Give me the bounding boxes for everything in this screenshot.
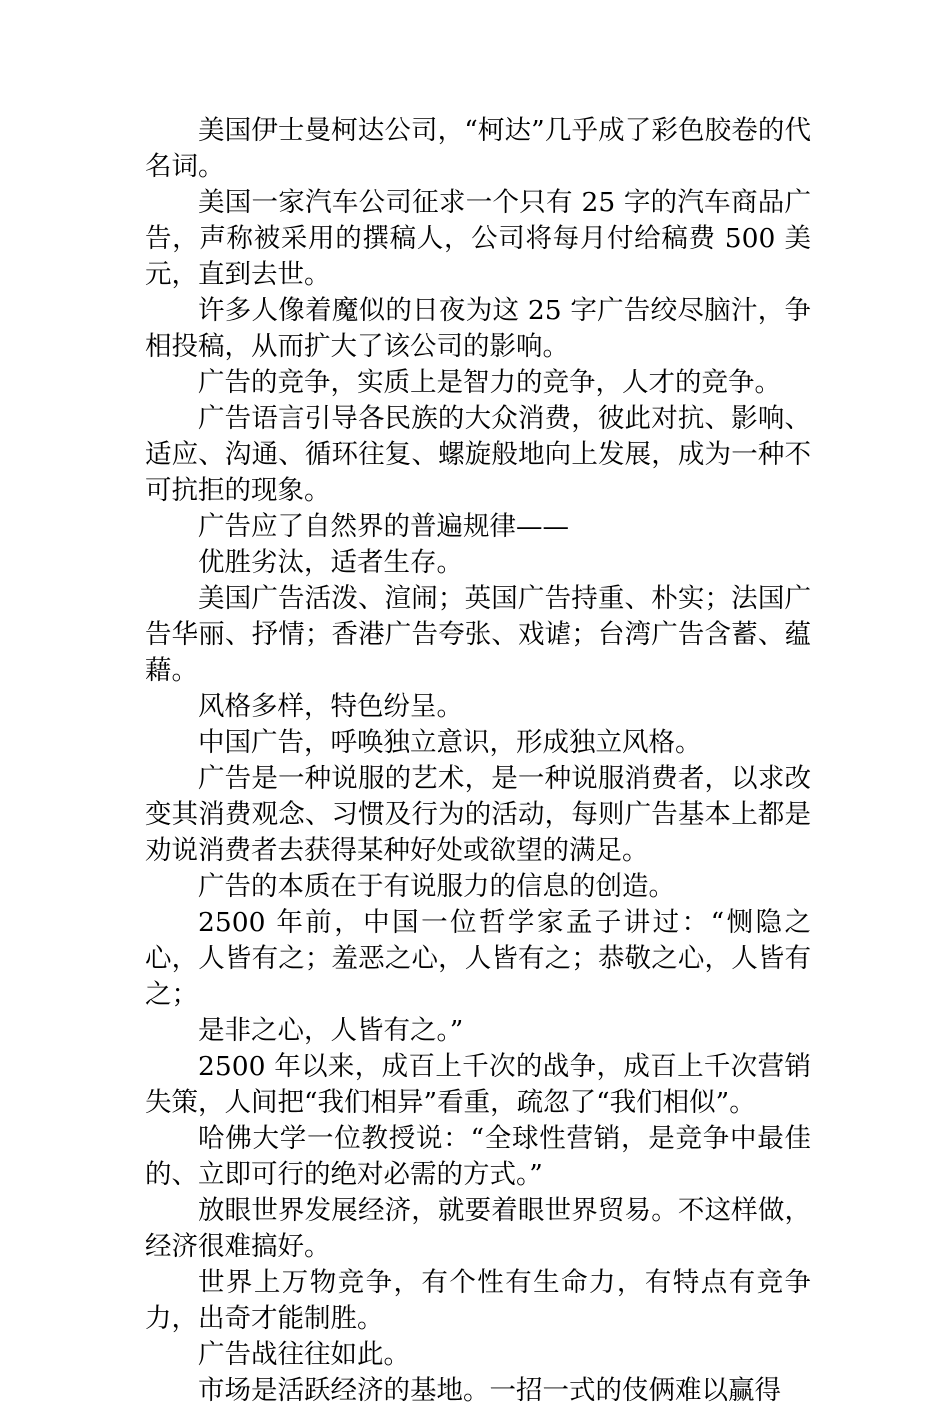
- paragraph: 市场是活跃经济的基地。一招一式的伎俩难以赢得: [198, 1375, 781, 1406]
- paragraph: 美国广告活泼、渲闹；英国广告持重、朴实；法国广告华丽、抒情；香港广告夸张、戏谑；台湾广告含蓄、蕴藉。: [145, 583, 811, 686]
- paragraph: 广告语言引导各民族的大众消费，彼此对抗、影响、适应、沟通、循环往复、螺旋般地向上发展，成为一种不可抗拒的现象。: [145, 403, 811, 506]
- paragraph: 广告应了自然界的普遍规律——: [198, 511, 569, 542]
- paragraph: 广告的本质在于有说服力的信息的创造。: [198, 871, 675, 902]
- paragraph: 2500 年以来，成百上千次的战争，成百上千次营销失策，人间把“我们相异”看重，疏忽了“我们相似”。: [145, 1051, 811, 1118]
- paragraph: 放眼世界发展经济，就要着眼世界贸易。不这样做，经济很难搞好。: [145, 1195, 811, 1262]
- paragraph: 风格多样，特色纷呈。: [198, 691, 463, 722]
- paragraph: 中国广告，呼唤独立意识，形成独立风格。: [198, 727, 702, 758]
- paragraph: 美国伊士曼柯达公司，“柯达”几乎成了彩色胶卷的代名词。: [145, 115, 811, 182]
- paragraph: 世界上万物竞争，有个性有生命力，有特点有竞争力，出奇才能制胜。: [145, 1267, 811, 1334]
- paragraph: 美国一家汽车公司征求一个只有 25 字的汽车商品广告，声称被采用的撰稿人，公司将每月付给稿费 500 美元，直到去世。: [145, 187, 811, 290]
- paragraph: 广告战往往如此。: [198, 1339, 410, 1370]
- paragraph: 广告的竞争，实质上是智力的竞争，人才的竞争。: [198, 367, 781, 398]
- paragraph: 哈佛大学一位教授说：“全球性营销，是竞争中最佳的、立即可行的绝对必需的方式。”: [145, 1123, 811, 1190]
- paragraph: 2500 年前，中国一位哲学家孟子讲过：“恻隐之心，人皆有之；羞恶之心，人皆有之；恭敬之心，人皆有之；: [145, 907, 811, 1010]
- paragraph: 是非之心，人皆有之。”: [198, 1015, 464, 1046]
- document-body: [145, 113, 811, 1409]
- paragraph: 优胜劣汰，适者生存。: [198, 547, 463, 578]
- paragraph: 广告是一种说服的艺术，是一种说服消费者，以求改变其消费观念、习惯及行为的活动，每则广告基本上都是劝说消费者去获得某种好处或欲望的满足。: [145, 763, 811, 866]
- paragraph: 许多人像着魔似的日夜为这 25 字广告绞尽脑汁，争相投稿，从而扩大了该公司的影响。: [145, 295, 811, 362]
